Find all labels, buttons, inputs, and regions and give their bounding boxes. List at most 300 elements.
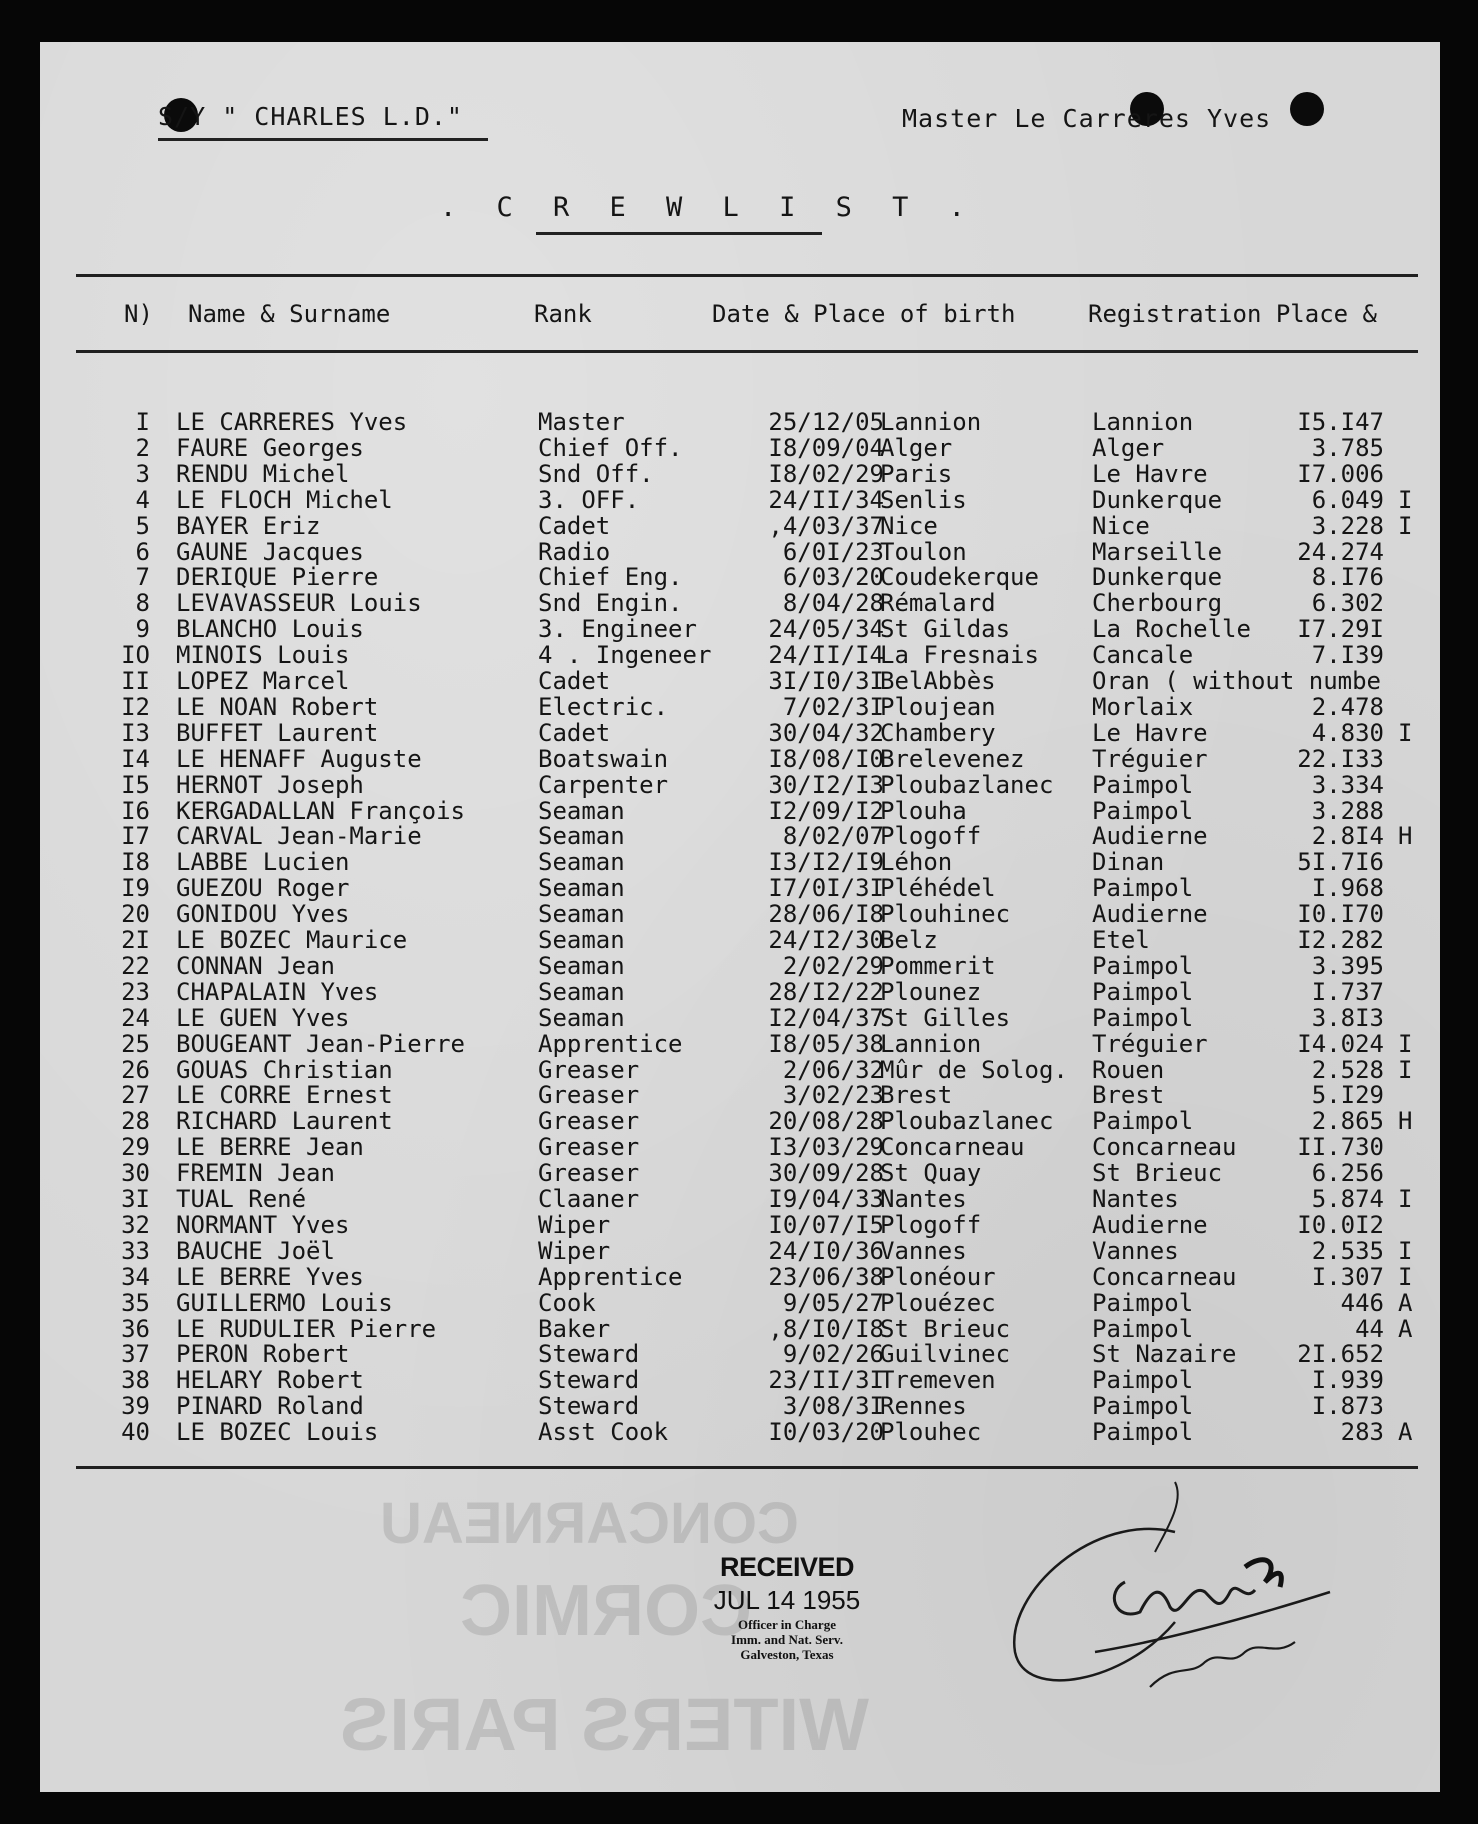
row-number: 33 — [121, 1236, 150, 1265]
registration-place: Paimpol — [1092, 796, 1194, 825]
birth-place: Léhon — [880, 848, 953, 877]
birth-place: Nantes — [880, 1185, 967, 1213]
row-number: II — [121, 667, 150, 695]
birth-place: Chambery — [880, 718, 996, 747]
row-number: 8 — [135, 589, 150, 618]
crew-name: CHAPALAIN Yves — [176, 977, 379, 1006]
registration-place: Concarneau — [1092, 1133, 1237, 1162]
table-row — [40, 1289, 1440, 1315]
crew-rank: Steward — [538, 1366, 640, 1395]
registration-place: Paimpol — [1092, 1314, 1194, 1343]
row-number: 38 — [121, 1366, 150, 1395]
bleed-through-text: CONCARNEAU — [380, 1491, 799, 1556]
table-row — [40, 1237, 1440, 1263]
registration-place: Brest — [1092, 1081, 1165, 1110]
crew-rank: Claaner — [538, 1185, 640, 1213]
crew-rank: Seaman — [538, 796, 625, 825]
registration-flag: I — [1398, 511, 1413, 540]
birth-date: I2/09/I2 — [768, 796, 884, 825]
birth-date: 3I/I0/3I — [768, 667, 884, 695]
birth-date: 8/04/28 — [782, 589, 884, 618]
registration-number: 6.049 — [1311, 485, 1384, 514]
crew-name: GAUNE Jacques — [176, 537, 364, 566]
birth-date: I3/I2/I9 — [768, 848, 884, 877]
birth-place: Belz — [880, 926, 938, 954]
crew-rank: Apprentice — [538, 1029, 683, 1058]
birth-place: Plogoff — [880, 822, 982, 851]
registration-place: Paimpol — [1092, 1003, 1194, 1032]
table-row — [40, 1030, 1440, 1056]
crew-name: MINOIS Louis — [176, 641, 350, 670]
table-row — [40, 1159, 1440, 1188]
birth-date: I9/04/33 — [768, 1185, 884, 1213]
crew-name: DERIQUE Pierre — [176, 563, 379, 592]
master-name: Master Le Carreres Yves — [902, 104, 1272, 133]
registration-place: Vannes — [1092, 1236, 1179, 1265]
birth-date: 24/II/I4 — [768, 641, 884, 670]
crew-rank: Wiper — [538, 1210, 611, 1239]
birth-place: Plonéour — [880, 1262, 996, 1291]
birth-date: ,4/03/37 — [768, 511, 884, 540]
crew-name: LE HENAFF Auguste — [176, 744, 422, 773]
table-row — [40, 667, 1440, 693]
birth-place: Lannion — [880, 1029, 982, 1058]
table-row — [40, 926, 1440, 952]
registration-place: St Brieuc — [1092, 1159, 1223, 1188]
registration-place: Cherbourg — [1092, 589, 1223, 618]
registration-place: La Rochelle — [1092, 615, 1251, 644]
row-number: 27 — [121, 1081, 150, 1110]
birth-place: Concarneau — [880, 1133, 1025, 1162]
registration-place: Paimpol — [1092, 1107, 1194, 1136]
birth-date: 28/06/I8 — [768, 900, 884, 929]
registration-place: Tréguier — [1092, 1029, 1208, 1058]
row-number: 4 — [135, 485, 150, 514]
crew-rank: Radio — [538, 537, 611, 566]
row-number: 2 — [135, 433, 150, 462]
registration-number: 3.334 — [1311, 770, 1384, 799]
row-number: I8 — [121, 848, 150, 877]
registration-place: Paimpol — [1092, 770, 1194, 799]
crew-name: GOUAS Christian — [176, 1055, 393, 1084]
table-row — [40, 512, 1440, 538]
row-number: I2 — [121, 692, 150, 721]
row-number: 39 — [121, 1392, 150, 1421]
registration-place: Le Havre — [1092, 459, 1208, 488]
registration-place: Paimpol — [1092, 1418, 1194, 1447]
birth-place: Plogoff — [880, 1210, 982, 1239]
crew-name: GONIDOU Yves — [176, 900, 350, 929]
registration-flag: H — [1398, 1107, 1413, 1136]
birth-date: I8/02/29 — [768, 459, 884, 488]
crew-rank: Master — [538, 408, 625, 436]
crew-rank: Wiper — [538, 1236, 611, 1265]
crew-rank: Boatswain — [538, 744, 669, 773]
crew-name: BAYER Eriz — [176, 511, 321, 540]
birth-date: 2/06/32 — [782, 1055, 884, 1084]
row-number: 35 — [121, 1288, 150, 1317]
registration-number: 3.785 — [1311, 433, 1384, 462]
registration-number: 3.8I3 — [1311, 1003, 1384, 1032]
registration-place: Paimpol — [1092, 977, 1194, 1006]
registration-place: Nice — [1092, 511, 1150, 540]
birth-place: Rennes — [880, 1392, 967, 1421]
registration-number: 6.302 — [1311, 589, 1384, 618]
row-number: 30 — [121, 1159, 150, 1188]
birth-place: Nice — [880, 511, 938, 540]
table-row — [40, 1004, 1440, 1030]
birth-place: Brest — [880, 1081, 953, 1110]
crew-rank: Greaser — [538, 1055, 640, 1084]
crew-name: BLANCHO Louis — [176, 615, 364, 644]
birth-date: 8/02/07 — [782, 822, 884, 851]
table-row — [40, 952, 1440, 978]
table-row — [40, 1315, 1440, 1341]
crew-rank: Apprentice — [538, 1262, 683, 1291]
crew-name: LE CARRERES Yves — [176, 408, 408, 436]
registration-number: 2I.652 — [1297, 1340, 1384, 1369]
birth-date: ,8/I0/I8 — [768, 1314, 884, 1343]
crew-rank: Cadet — [538, 667, 611, 695]
registration-place: Rouen — [1092, 1055, 1165, 1084]
header-top-rule — [76, 274, 1418, 277]
bleed-through-text: CORMIC — [460, 1571, 752, 1651]
registration-number: 5I.7I6 — [1297, 848, 1384, 877]
registration-flag: I — [1398, 1236, 1413, 1265]
birth-place: Plouhinec — [880, 900, 1011, 929]
crew-name: RICHARD Laurent — [176, 1107, 393, 1136]
crew-rank: Snd Engin. — [538, 589, 683, 618]
registration-number: 44 — [1355, 1314, 1384, 1343]
registration-place: Cancale — [1092, 641, 1194, 670]
crew-rank: Seaman — [538, 848, 625, 877]
table-row — [40, 1340, 1440, 1369]
registration-number: 24.274 — [1297, 537, 1384, 566]
vessel-name: S/Y " CHARLES L.D." — [158, 102, 463, 131]
crew-name: LE GUEN Yves — [176, 1003, 350, 1032]
registration-number: 5.I29 — [1311, 1081, 1384, 1110]
birth-place: Coudekerque — [880, 563, 1039, 592]
registration-number: I.968 — [1311, 874, 1384, 903]
registration-number: 2.478 — [1311, 692, 1384, 721]
birth-place: BelAbbès — [880, 667, 996, 695]
birth-place: Brelevenez — [880, 744, 1025, 773]
crew-name: LE BERRE Yves — [176, 1262, 364, 1291]
registration-number: 5.874 — [1311, 1185, 1384, 1213]
table-row — [40, 1392, 1440, 1421]
birth-date: 6/03/20 — [782, 563, 884, 592]
crew-name: BOUGEANT Jean-Pierre — [176, 1029, 465, 1058]
birth-date: 28/I2/22 — [768, 977, 884, 1006]
birth-place: Ploubazlanec — [880, 1107, 1054, 1136]
bleed-through-text: WITERS PARIS — [340, 1683, 869, 1766]
header-rank: Rank — [534, 300, 592, 328]
birth-date: 23/06/38 — [768, 1262, 884, 1291]
registration-number: I.737 — [1311, 977, 1384, 1006]
birth-date: 24/I2/30 — [768, 926, 884, 954]
birth-place: Pommerit — [880, 951, 996, 980]
registration-place: Tréguier — [1092, 744, 1208, 773]
crew-rank: Cadet — [538, 511, 611, 540]
row-number: 28 — [121, 1107, 150, 1136]
birth-date: 9/02/26 — [782, 1340, 884, 1369]
birth-place: Mûr de Solog. — [880, 1055, 1068, 1084]
crew-name: GUILLERMO Louis — [176, 1288, 393, 1317]
stamp-office: Officer in Charge — [738, 1617, 836, 1632]
birth-date: I8/09/04 — [768, 433, 884, 462]
birth-place: Tremeven — [880, 1366, 996, 1395]
crew-name: FREMIN Jean — [176, 1159, 335, 1188]
crew-rank: Seaman — [538, 900, 625, 929]
registration-place: Audierne — [1092, 900, 1208, 929]
header-birth: Date & Place of birth — [712, 300, 1016, 328]
row-number: 32 — [121, 1210, 150, 1239]
registration-number: I2.282 — [1297, 926, 1384, 954]
table-row — [40, 978, 1440, 1004]
birth-place: Plouha — [880, 796, 967, 825]
birth-date: 24/05/34 — [768, 615, 884, 644]
table-row — [40, 641, 1440, 670]
stamp-date: JUL 14 1955 — [713, 1585, 861, 1615]
table-row — [40, 1133, 1440, 1162]
birth-date: I3/03/29 — [768, 1133, 884, 1162]
row-number: I6 — [121, 796, 150, 825]
birth-place: Toulon — [880, 537, 967, 566]
registration-number: 2.8I4 — [1311, 822, 1384, 851]
table-row — [40, 1107, 1440, 1136]
birth-date: 30/I2/I3 — [768, 770, 884, 799]
crew-name: PINARD Roland — [176, 1392, 364, 1421]
crew-name: KERGADALLAN François — [176, 796, 465, 825]
row-number: 36 — [121, 1314, 150, 1343]
registration-number: 2.528 — [1311, 1055, 1384, 1084]
registration-number: I.939 — [1311, 1366, 1384, 1395]
table-row — [40, 693, 1440, 719]
ink-blot — [1290, 92, 1324, 126]
row-number: 26 — [121, 1055, 150, 1084]
registration-number: 283 — [1340, 1418, 1384, 1447]
header-bottom-rule — [76, 350, 1418, 353]
birth-place: Rémalard — [880, 589, 996, 618]
birth-date: I2/04/37 — [768, 1003, 884, 1032]
birth-date: 25/12/05 — [768, 408, 884, 436]
birth-date: I0/07/I5 — [768, 1210, 884, 1239]
registration-number: 2.865 — [1311, 1107, 1384, 1136]
registration-number: II.730 — [1297, 1133, 1384, 1162]
row-number: 6 — [135, 537, 150, 566]
stamp-service: Imm. and Nat. Serv. — [731, 1632, 843, 1647]
crew-name: TUAL René — [176, 1185, 307, 1213]
crew-name: LABBE Lucien — [176, 848, 350, 877]
crew-name: CONNAN Jean — [176, 951, 335, 980]
crew-rank: Seaman — [538, 1003, 625, 1032]
registration-place: Paimpol — [1092, 874, 1194, 903]
registration-place: Concarneau — [1092, 1262, 1237, 1291]
registration-flag: I — [1398, 1185, 1413, 1213]
row-number: 34 — [121, 1262, 150, 1291]
crew-name: LE FLOCH Michel — [176, 485, 393, 514]
birth-date: 24/II/34 — [768, 485, 884, 514]
row-number: 9 — [135, 615, 150, 644]
birth-place: Senlis — [880, 485, 967, 514]
table-row — [40, 1418, 1440, 1447]
birth-date: 23/II/3I — [768, 1366, 884, 1395]
registration-place: Audierne — [1092, 822, 1208, 851]
registration-number: I.873 — [1311, 1392, 1384, 1421]
crew-rank: Cadet — [538, 718, 611, 747]
registration-place: Paimpol — [1092, 1288, 1194, 1317]
table-row — [40, 822, 1440, 851]
table-row — [40, 797, 1440, 823]
registration-number: I.307 — [1311, 1262, 1384, 1291]
crew-name: PERON Robert — [176, 1340, 350, 1369]
crew-rank: Greaser — [538, 1081, 640, 1110]
birth-place: St Gildas — [880, 615, 1011, 644]
header-registration: Registration Place & — [1088, 300, 1377, 328]
header-name: Name & Surname — [188, 300, 391, 328]
table-row — [40, 771, 1440, 797]
table-row — [40, 486, 1440, 512]
crew-name: LE CORRE Ernest — [176, 1081, 393, 1110]
birth-date: 30/09/28 — [768, 1159, 884, 1188]
crew-name: CARVAL Jean-Marie — [176, 822, 422, 851]
table-row — [40, 1263, 1440, 1289]
title-underline — [536, 232, 822, 235]
row-number: I4 — [121, 744, 150, 773]
registration-number: 7.I39 — [1311, 641, 1384, 670]
birth-place: St Quay — [880, 1159, 982, 1188]
registration-flag: I — [1398, 485, 1413, 514]
registration-number: 4.830 — [1311, 718, 1384, 747]
registration-number: I0.0I2 — [1297, 1210, 1384, 1239]
table-row — [40, 563, 1440, 592]
birth-date: 9/05/27 — [782, 1288, 884, 1317]
crew-name: LE RUDULIER Pierre — [176, 1314, 437, 1343]
table-row — [40, 615, 1440, 644]
crew-rank: Electric. — [538, 692, 669, 721]
row-number: 37 — [121, 1340, 150, 1369]
registration-number: I0.I70 — [1297, 900, 1384, 929]
crew-name: LEVAVASSEUR Louis — [176, 589, 422, 618]
registration-place: Dunkerque — [1092, 485, 1223, 514]
crew-name: FAURE Georges — [176, 433, 364, 462]
birth-date: I0/03/20 — [768, 1418, 884, 1447]
registration-flag: A — [1398, 1314, 1413, 1343]
table-row — [40, 460, 1440, 486]
crew-rank: Chief Eng. — [538, 563, 683, 592]
birth-date: 6/0I/23 — [782, 537, 884, 566]
table-row — [40, 874, 1440, 903]
crew-rank: Seaman — [538, 874, 625, 903]
document-page — [40, 42, 1440, 1792]
crew-rank: Greaser — [538, 1133, 640, 1162]
table-row — [40, 745, 1440, 771]
signature-text: Carreres master — [1195, 1697, 1205, 1698]
header-no: N) — [124, 300, 153, 328]
crew-name: BUFFET Laurent — [176, 718, 379, 747]
birth-date: 7/02/3I — [782, 692, 884, 721]
registration-number: 2.535 — [1311, 1236, 1384, 1265]
crew-rank: Greaser — [538, 1107, 640, 1136]
crew-rank: Seaman — [538, 822, 625, 851]
registration-place: Le Havre — [1092, 718, 1208, 747]
row-number: 5 — [135, 511, 150, 540]
birth-place: Plouézec — [880, 1288, 996, 1317]
registration-number: 6.256 — [1311, 1159, 1384, 1188]
registration-number: I7.29I — [1297, 615, 1384, 644]
registration-flag: I — [1398, 1262, 1413, 1291]
crew-rank: 3. Engineer — [538, 615, 697, 644]
birth-place: Paris — [880, 459, 953, 488]
crew-rank: Seaman — [538, 951, 625, 980]
table-row — [40, 1185, 1440, 1211]
row-number: 24 — [121, 1003, 150, 1032]
page-title: . C R E W L I S T . — [440, 192, 977, 223]
table-row — [40, 1211, 1440, 1237]
registration-number: 3.228 — [1311, 511, 1384, 540]
crew-rank: Chief Off. — [538, 433, 683, 462]
registration-place: Dinan — [1092, 848, 1165, 877]
row-number: 3 — [135, 459, 150, 488]
registration-place: Alger — [1092, 433, 1165, 462]
row-number: 3I — [121, 1185, 150, 1213]
registration-place: Marseille — [1092, 537, 1223, 566]
row-number: 25 — [121, 1029, 150, 1058]
registration-number: 3.288 — [1311, 796, 1384, 825]
registration-number: I4.024 — [1297, 1029, 1384, 1058]
table-row — [40, 1056, 1440, 1082]
registration-place: Paimpol — [1092, 951, 1194, 980]
received-stamp — [682, 1552, 892, 1661]
birth-place: Vannes — [880, 1236, 967, 1265]
registration-place: Paimpol — [1092, 1366, 1194, 1395]
birth-date: 3/02/23 — [782, 1081, 884, 1110]
birth-place: Ploujean — [880, 692, 996, 721]
birth-date: 2/02/29 — [782, 951, 884, 980]
birth-date: 3/08/3I — [782, 1392, 884, 1421]
crew-name: LE BERRE Jean — [176, 1133, 364, 1162]
crew-name: HERNOT Joseph — [176, 770, 364, 799]
birth-place: Plounez — [880, 977, 982, 1006]
birth-date: 24/I0/36 — [768, 1236, 884, 1265]
table-row — [40, 434, 1440, 460]
row-number: I7 — [121, 822, 150, 851]
table-bottom-rule — [76, 1466, 1418, 1469]
registration-place: Audierne — [1092, 1210, 1208, 1239]
birth-place: Pléhédel — [880, 874, 996, 903]
table-row — [40, 848, 1440, 877]
row-number: I3 — [121, 718, 150, 747]
registration-flag: H — [1398, 822, 1413, 851]
crew-name: RENDU Michel — [176, 459, 350, 488]
registration-number: 3.395 — [1311, 951, 1384, 980]
crew-name: LE BOZEC Louis — [176, 1418, 379, 1447]
registration-place: Paimpol — [1092, 1392, 1194, 1421]
row-number: 20 — [121, 900, 150, 929]
registration-flag: I — [1398, 1055, 1413, 1084]
crew-rank: Snd Off. — [538, 459, 654, 488]
registration-place: Nantes — [1092, 1185, 1179, 1213]
registration-flag: A — [1398, 1288, 1413, 1317]
registration-place: Lannion — [1092, 408, 1194, 436]
row-number: 7 — [135, 563, 150, 592]
registration-number: 22.I33 — [1297, 744, 1384, 773]
row-number: 2I — [121, 926, 150, 954]
registration-place: Morlaix — [1092, 692, 1194, 721]
crew-rank: Asst Cook — [538, 1418, 669, 1447]
master-signature — [975, 1472, 1375, 1702]
birth-place: Alger — [880, 433, 953, 462]
